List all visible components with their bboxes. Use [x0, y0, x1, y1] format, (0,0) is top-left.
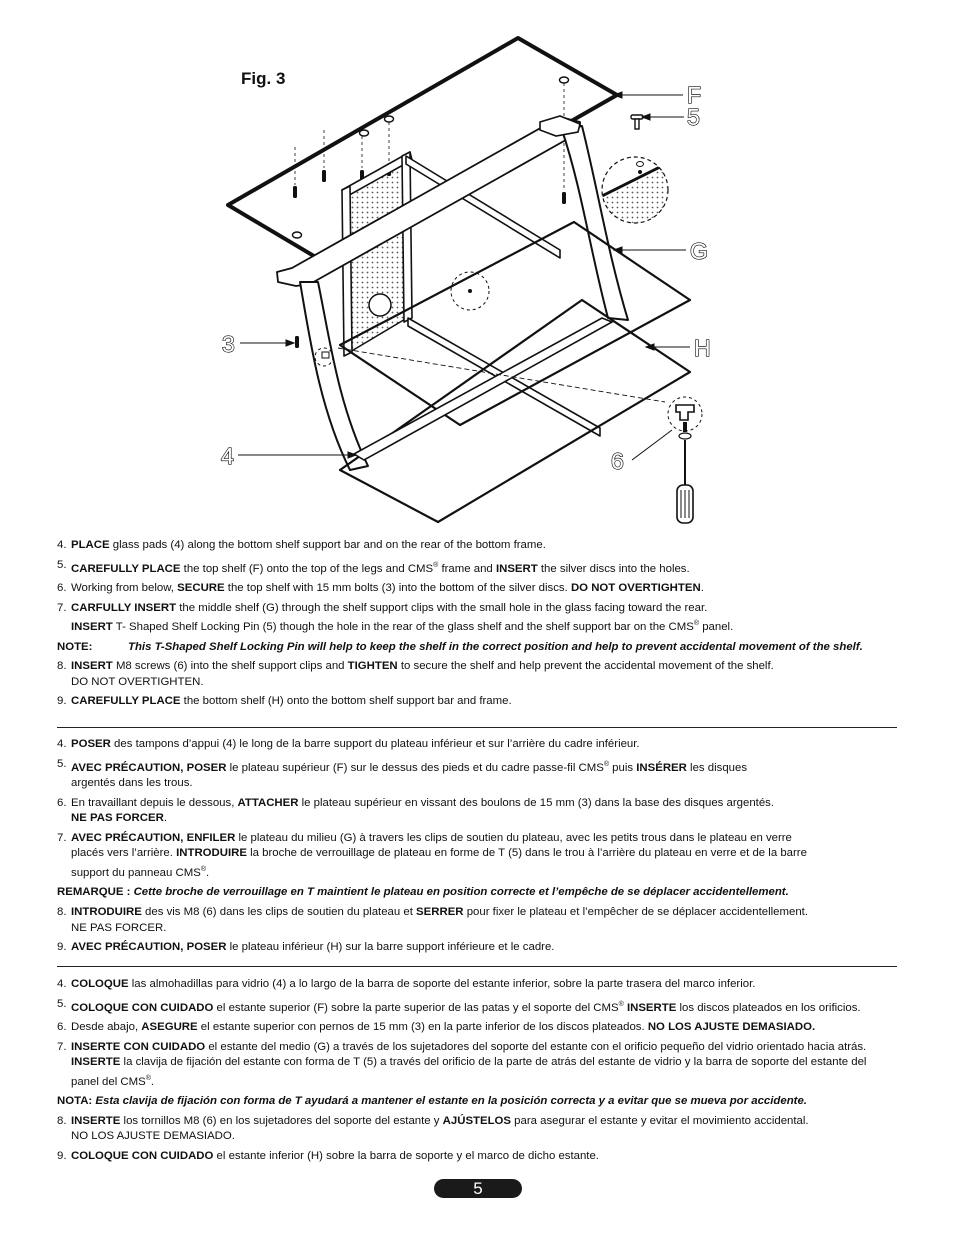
step-number: 4.: [57, 539, 67, 551]
english-instructions: [57, 538, 897, 714]
step-text: the top shelf (F) onto the top of the legs and CMS: [180, 562, 434, 575]
step-text: pour fixer le plateau et l’empêcher de se déplacer accidentellement.: [463, 905, 808, 918]
step-number: 8.: [57, 660, 67, 673]
step-text: support du panneau CMS: [71, 866, 201, 879]
step-number: 8.: [57, 1114, 67, 1127]
instruction-step: [57, 977, 897, 993]
step-text: ®: [603, 760, 609, 768]
step-text: ®: [433, 561, 439, 569]
step-keyword: PLACE: [71, 539, 110, 551]
step-number: 7.: [57, 831, 67, 844]
french-steps-a: [57, 737, 897, 881]
step-text: DO NOT OVERTIGHTEN.: [71, 675, 204, 688]
step-text: the bottom shelf (H) onto the bottom shelf support bar and frame.: [180, 695, 512, 708]
english-note: [57, 640, 897, 656]
note-text: This T-Shaped Shelf Locking Pin will help to keep the shelf in the correct position and help to prevent accidental movement of the shelf.: [128, 640, 863, 653]
callout-H: H: [694, 335, 711, 361]
callout-F: F: [687, 82, 702, 108]
callout-5: 5: [687, 104, 700, 130]
step-text: to secure the shelf and help prevent the accidental movement of the shelf.: [397, 660, 774, 673]
top-glass-shelf-F: [228, 38, 617, 262]
step-text: des vis M8 (6) dans les clips de soutien du plateau et: [141, 905, 417, 918]
step-text: los discos plateados en los orificios.: [676, 1001, 861, 1014]
step-number: 9.: [57, 941, 67, 954]
step-keyword: CARFULLY INSERT: [71, 601, 177, 614]
step-text: the top shelf with 15 mm bolts (3) into the bottom of the silver discs.: [224, 581, 571, 594]
instruction-step: [57, 1020, 897, 1036]
step-keyword: INTRODUIRE: [176, 847, 247, 860]
step-text: the middle shelf (G) through the shelf support clips with the small hole in the glass facing toward the rear.: [176, 601, 708, 614]
step-number: 9.: [57, 695, 67, 708]
step-text: ®: [693, 620, 700, 628]
step-text: Desde abajo,: [71, 1020, 142, 1033]
instruction-step: [57, 737, 897, 753]
step-keyword: INTRODUIRE: [71, 905, 142, 918]
french-note: [57, 885, 897, 901]
step-keyword: DO NOT OVERTIGHTEN: [570, 581, 701, 594]
step-text: le plateau supérieur en vissant des boulons de 15 mm (3) dans la base des disques argentés.: [298, 796, 775, 809]
step-text: le plateau du milieu (G) à travers les clips de soutien du plateau, avec les petits trous dans le plateau en verre: [235, 831, 792, 844]
spanish-note: [57, 1094, 897, 1110]
step-text: panel del CMS: [71, 1075, 146, 1088]
step-text: la clavija de fijación del estante con forma de T (5) a través del orificio de la parte de atrás del estante de vidrio y la barra de soporte del estante del: [120, 1056, 867, 1069]
step-text: el estante inferior (H) sobre la barra de soporte y el marco de dicho estante.: [213, 1149, 599, 1162]
detail-magnifier: [600, 157, 680, 240]
french-steps-b: [57, 905, 897, 956]
spanish-steps-a: [57, 977, 897, 1090]
bottom-support-bar: [354, 318, 612, 460]
step-number: 5.: [57, 757, 67, 770]
callout-3: 3: [222, 331, 235, 357]
step-text: M8 screws (6) into the shelf support clips and: [112, 660, 348, 673]
step-text: NO LOS AJUSTE DEMASIADO.: [71, 1130, 235, 1143]
callout-4: 4: [221, 443, 234, 469]
step-keyword: ATTACHER: [237, 796, 299, 809]
figure-title: Fig. 3: [241, 69, 286, 88]
french-instructions: [57, 737, 897, 960]
step-text: .: [206, 866, 210, 879]
step-keyword: INSERT: [495, 562, 538, 575]
step-keyword: ASEGURE: [141, 1020, 198, 1033]
step-number: 6.: [57, 581, 67, 594]
step-keyword: INSÉRER: [636, 761, 687, 774]
instruction-step: [57, 757, 897, 792]
callout-6: 6: [611, 448, 624, 474]
step-text: la broche de verrouillage de plateau en forme de T (5) dans le trou à l’arrière du plateau en verre et de la barre: [246, 847, 807, 860]
instruction-step: [57, 558, 897, 577]
step-keyword: AVEC PRÉCAUTION, ENFILER: [71, 831, 236, 844]
step-text: el estante superior (F) sobre la parte superior de las patas y el soporte del CMS: [213, 1001, 619, 1014]
step-keyword: CAREFULLY PLACE: [71, 562, 181, 575]
instruction-step: [57, 1149, 897, 1165]
step-keyword: CAREFULLY PLACE: [71, 695, 181, 708]
step-text: para asegurar el estante y evitar el movimiento accidental.: [511, 1114, 809, 1127]
step-text: panel.: [699, 620, 734, 633]
note-label: REMARQUE :: [57, 886, 131, 899]
step-text: le plateau inférieur (H) sur la barre support inférieure et le cadre.: [226, 941, 555, 954]
step-text: .: [163, 812, 167, 825]
step-text: ®: [200, 865, 206, 873]
step-keyword: AVEC PRÉCAUTION, POSER: [71, 941, 227, 954]
step-keyword: COLOQUE: [71, 978, 129, 990]
instruction-step: [57, 601, 897, 636]
step-text: glass pads (4) along the bottom shelf support bar and on the rear of the bottom frame.: [109, 539, 546, 551]
note-text: Cette broche de verrouillage en T maintient le plateau en position correcte et l’empêche de se déplacer accidentellement.: [133, 886, 789, 899]
note-text: Esta clavija de fijación con forma de T ayudará a mantener el estante en la posición correcta y a evitar que se mueva por accidente.: [95, 1095, 807, 1108]
step-keyword: POSER: [71, 738, 111, 750]
step-text: the silver discs into the holes.: [537, 562, 690, 575]
step-number: 5.: [57, 558, 67, 571]
step-number: 9.: [57, 1149, 67, 1162]
step-keyword: COLOQUE CON CUIDADO: [71, 1001, 214, 1014]
step-keyword: INSERT: [71, 660, 113, 673]
step-keyword: INSERTE: [71, 1056, 121, 1069]
step-text: ®: [618, 1000, 624, 1008]
shelf-support-clip: [676, 405, 694, 420]
bottom-glass-shelf-H: [340, 300, 690, 522]
step-text: .: [700, 581, 704, 594]
note-label: NOTA:: [57, 1095, 93, 1108]
step-number: 7.: [57, 601, 67, 614]
step-keyword: SECURE: [177, 581, 225, 594]
instruction-step: [57, 831, 897, 882]
screwdriver-icon: [677, 422, 693, 523]
step-number: 6.: [57, 796, 67, 809]
step-keyword: INSERTE: [71, 1114, 121, 1127]
english-steps-b: [57, 659, 897, 710]
english-steps-a: [57, 538, 897, 636]
instruction-step: [57, 581, 897, 597]
step-text: ®: [145, 1074, 151, 1082]
step-text: placés vers l’arrière.: [71, 847, 177, 860]
callout-G: G: [690, 238, 708, 264]
cable-hole: [369, 294, 391, 316]
step-keyword: COLOQUE CON CUIDADO: [71, 1149, 214, 1162]
step-keyword: NO LOS AJUSTE DEMASIADO.: [647, 1020, 816, 1033]
step-number: 4.: [57, 738, 67, 750]
step-text: las almohadillas para vidrio (4) a lo largo de la barra de soporte del estante inferior, sobre la parte trasera del marco inferior.: [128, 978, 756, 990]
step-keyword: TIGHTEN: [347, 660, 398, 673]
step-text: des tampons d’appui (4) le long de la barre support du plateau inférieur et sur l’arrière du cadre inférieur.: [110, 738, 640, 750]
instruction-step: [57, 659, 897, 690]
step-text: argentés dans les trous.: [71, 776, 193, 789]
instruction-step: [57, 1114, 897, 1145]
note-label: NOTE:: [57, 640, 93, 653]
step-number: 4.: [57, 978, 67, 990]
step-number: 5.: [57, 997, 67, 1010]
step-text: frame and: [438, 562, 496, 575]
step-text: puis: [609, 761, 637, 774]
page-number: 5: [434, 1179, 522, 1198]
step-keyword: INSERTE: [626, 1001, 677, 1014]
instruction-step: [57, 905, 897, 936]
instruction-step: [57, 940, 897, 956]
section-divider: [57, 727, 897, 728]
step-keyword: AVEC PRÉCAUTION, POSER: [71, 761, 227, 774]
section-divider: [57, 966, 897, 967]
step-keyword: SERRER: [416, 905, 464, 918]
bolt-3: [295, 336, 299, 348]
step-text: les disques: [686, 761, 748, 774]
instruction-step: [57, 538, 897, 554]
spanish-steps-b: [57, 1114, 897, 1165]
step-number: 8.: [57, 905, 67, 918]
step-text: NE PAS FORCER.: [71, 921, 167, 934]
step-text: T- Shaped Shelf Locking Pin (5) though the hole in the rear of the glass shelf and the shelf support bar on the CMS: [112, 620, 694, 633]
step-text: .: [150, 1075, 155, 1088]
assembly-diagram: [0, 0, 954, 530]
instruction-step: [57, 694, 897, 710]
instruction-step: [57, 796, 897, 827]
instruction-step: [57, 997, 897, 1016]
spanish-instructions: [57, 977, 897, 1169]
step-text: le plateau supérieur (F) sur le dessus des pieds et du cadre passe-fil CMS: [226, 761, 604, 774]
step-number: 7.: [57, 1040, 67, 1053]
step-text: En travaillant depuis le dessous,: [71, 796, 238, 809]
step-keyword: AJÚSTELOS: [442, 1114, 512, 1127]
step-text: los tornillos M8 (6) en los sujetadores del soporte del estante y: [120, 1114, 443, 1127]
step-text: el estante del medio (G) a través de los sujetadores del soporte del estante con el orificio pequeño del vidrio orientado hacia atrás.: [205, 1040, 867, 1053]
instruction-step: [57, 1040, 897, 1091]
step-keyword: INSERTE CON CUIDADO: [71, 1040, 206, 1053]
step-keyword: NE PAS FORCER: [71, 812, 164, 825]
step-number: 6.: [57, 1020, 67, 1033]
step-text: Working from below,: [71, 581, 178, 594]
step-text: el estante superior con pernos de 15 mm (3) en la parte inferior de los discos plateados.: [197, 1020, 648, 1033]
step-keyword: INSERT: [71, 620, 113, 633]
